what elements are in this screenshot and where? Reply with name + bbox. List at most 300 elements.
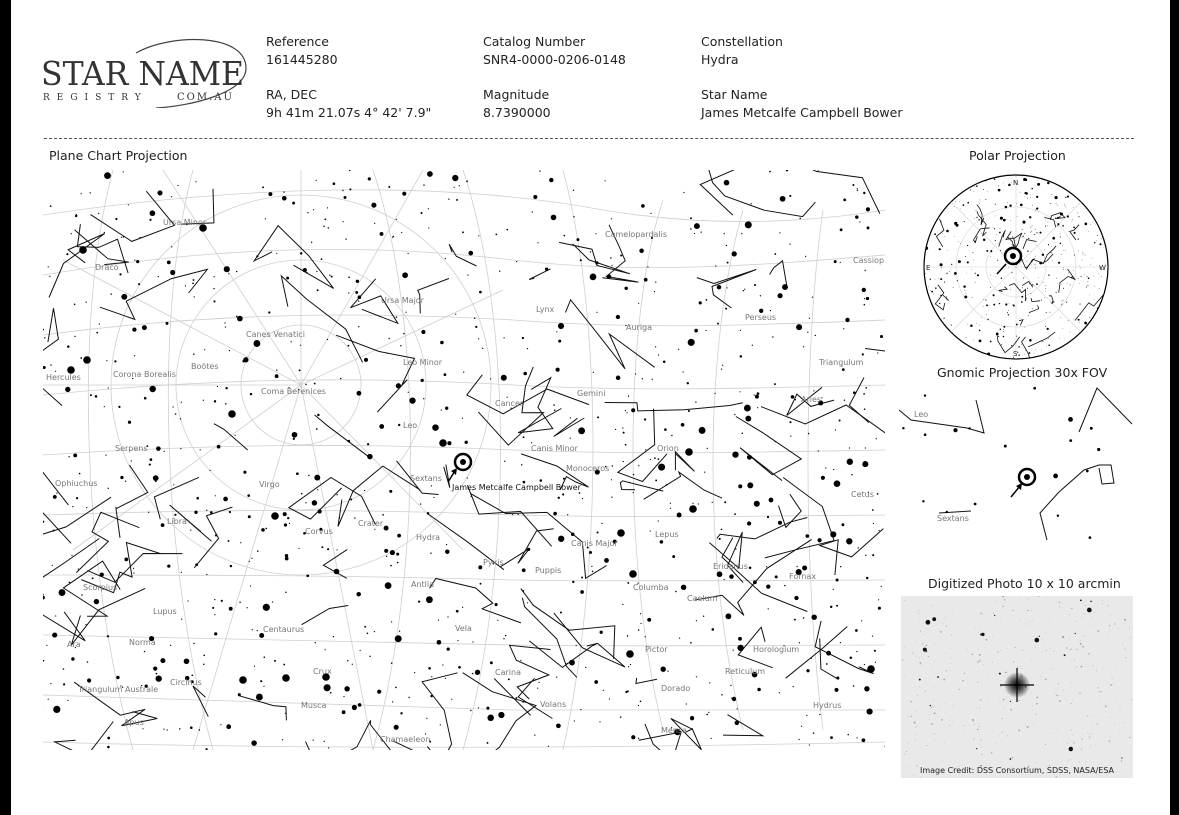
polar-star	[990, 256, 991, 257]
photo-noise-dot	[946, 671, 947, 672]
chart-star	[409, 397, 415, 403]
chart-star	[778, 521, 782, 525]
photo-noise-dot	[1003, 708, 1004, 709]
chart-star	[184, 658, 190, 664]
polar-star	[1083, 252, 1084, 253]
photo-noise-dot	[950, 648, 951, 649]
photo-noise-dot	[929, 719, 930, 720]
photo-noise-dot	[978, 662, 979, 663]
chart-star	[293, 438, 295, 440]
chart-star	[830, 606, 832, 608]
chart-star	[408, 392, 409, 393]
photo-noise-dot	[1017, 667, 1018, 668]
chart-star	[865, 447, 866, 448]
chart-star	[458, 666, 461, 669]
bright-star	[617, 529, 625, 537]
polar-star	[940, 221, 941, 222]
chart-star	[741, 233, 742, 234]
chart-star	[853, 685, 855, 687]
photo-noise-dot	[1093, 624, 1094, 625]
chart-star	[670, 508, 671, 509]
chart-star	[115, 218, 117, 220]
polar-star	[1086, 286, 1087, 287]
chart-star	[694, 223, 700, 229]
chart-star	[459, 185, 460, 186]
label-sextans: Sextans	[410, 474, 442, 483]
polar-star	[1070, 285, 1071, 286]
chart-star	[615, 429, 616, 430]
label-crater: Crater	[358, 519, 384, 528]
chart-star	[195, 563, 198, 566]
chart-star	[638, 465, 639, 466]
photo-noise-dot	[944, 743, 945, 744]
polar-star	[1072, 219, 1073, 220]
photo-noise-dot	[980, 613, 981, 614]
chart-star	[433, 497, 434, 498]
polar-star	[1041, 300, 1042, 301]
constellation-line	[809, 170, 827, 171]
chart-star	[132, 327, 136, 331]
bright-star	[83, 356, 91, 364]
chart-star	[317, 414, 319, 416]
chart-star	[426, 596, 433, 603]
chart-star	[224, 322, 225, 323]
chart-star	[571, 533, 575, 537]
polar-star	[966, 337, 967, 338]
polar-star	[1031, 300, 1032, 301]
chart-star	[243, 357, 248, 362]
chart-star	[427, 171, 433, 177]
chart-star	[438, 620, 439, 621]
polar-star	[1083, 254, 1084, 255]
chart-star	[873, 523, 874, 524]
photo-noise-dot	[946, 670, 947, 671]
chart-star	[596, 312, 597, 313]
polar-star	[1029, 339, 1032, 342]
polar-star	[1052, 237, 1055, 240]
photo-noise-dot	[1067, 743, 1068, 744]
gnomic-projection	[899, 380, 1134, 565]
chart-star	[396, 219, 397, 220]
polar-star	[983, 306, 984, 307]
chart-star	[534, 734, 535, 735]
polar-star	[1045, 220, 1046, 221]
chart-star	[725, 308, 727, 310]
chart-star	[299, 369, 301, 371]
chart-star	[86, 507, 87, 508]
chart-star	[661, 667, 666, 672]
photo-noise-dot	[1072, 735, 1073, 736]
chart-star	[72, 506, 73, 507]
photo-noise-dot	[1013, 662, 1014, 663]
chart-star	[652, 379, 653, 380]
chart-star	[166, 322, 169, 325]
photo-noise-dot	[920, 630, 921, 631]
photo-noise-dot	[1057, 729, 1058, 730]
chart-star	[603, 690, 604, 691]
chart-star	[658, 458, 660, 460]
chart-star	[857, 188, 858, 189]
label-canis-minor: Canis Minor	[531, 444, 578, 453]
polar-star	[1089, 317, 1090, 318]
chart-star	[414, 672, 415, 673]
chart-star	[256, 694, 263, 701]
label-canis-major: Canis Major	[571, 539, 618, 548]
polar-star	[1035, 229, 1036, 230]
chart-star	[181, 401, 182, 402]
photo-noise-dot	[1070, 759, 1071, 760]
chart-star	[153, 666, 157, 670]
photo-star	[1090, 601, 1091, 602]
polar-star	[1007, 203, 1008, 204]
constellation-line	[702, 170, 815, 217]
polar-star	[985, 199, 986, 200]
polar-star	[993, 304, 995, 306]
polar-star	[941, 221, 942, 222]
photo-star	[1034, 638, 1039, 643]
polar-star	[970, 324, 973, 327]
photo-noise-dot	[1030, 691, 1031, 692]
chart-star	[265, 528, 267, 530]
chart-star	[115, 507, 116, 508]
chart-star	[334, 569, 340, 575]
chart-star	[569, 660, 575, 666]
chart-star	[374, 631, 375, 632]
polar-star	[987, 319, 988, 320]
photo-noise-dot	[1110, 630, 1111, 631]
chart-star	[821, 476, 825, 480]
chart-star	[768, 608, 769, 609]
chart-star	[580, 590, 584, 594]
photo-noise-dot	[1108, 682, 1109, 683]
chart-star	[558, 536, 564, 542]
photo-noise-dot	[1054, 651, 1055, 652]
chart-star	[570, 417, 571, 418]
polar-star	[1025, 350, 1026, 351]
photo-noise-dot	[1042, 639, 1043, 640]
label-volans: Volans	[540, 700, 567, 709]
chart-star	[585, 667, 586, 668]
polar-star	[935, 279, 936, 280]
chart-star	[44, 337, 45, 338]
chart-star	[314, 475, 320, 481]
label-scorpius: Scorpius	[83, 583, 118, 592]
photo-noise-dot	[1113, 684, 1114, 685]
polar-star	[1029, 283, 1030, 284]
chart-star	[801, 726, 802, 727]
chart-star	[806, 669, 809, 672]
photo-noise-dot	[932, 707, 933, 708]
chart-star	[862, 461, 868, 467]
chart-star	[566, 663, 567, 664]
chart-star	[843, 199, 846, 202]
chart-star	[821, 397, 822, 398]
chart-star	[527, 348, 528, 349]
photo-noise-dot	[921, 665, 922, 666]
chart-star	[830, 531, 836, 537]
photo-noise-dot	[1029, 625, 1030, 626]
chart-star	[87, 678, 91, 682]
chart-star	[144, 651, 145, 652]
photo-noise-dot	[946, 626, 947, 627]
photo-noise-dot	[1092, 734, 1093, 735]
chart-star	[156, 673, 158, 675]
chart-star	[753, 580, 757, 584]
chart-star	[717, 285, 722, 290]
chart-star	[553, 404, 554, 405]
chart-star	[872, 509, 874, 511]
chart-star	[405, 312, 406, 313]
chart-star	[631, 735, 635, 739]
chart-star	[98, 213, 99, 214]
photo-noise-dot	[945, 703, 946, 704]
chart-star	[192, 282, 194, 284]
chart-star	[522, 337, 524, 339]
polar-star	[1094, 299, 1095, 300]
photo-noise-dot	[919, 621, 920, 622]
chart-star	[572, 581, 574, 583]
polar-star	[970, 189, 971, 190]
chart-star	[237, 316, 243, 322]
chart-star	[206, 748, 208, 750]
polar-star	[980, 200, 981, 201]
chart-star	[818, 450, 819, 451]
chart-star	[717, 571, 723, 577]
chart-star	[257, 630, 258, 631]
reference-value: 161445280	[266, 52, 338, 67]
chart-star	[744, 405, 751, 412]
chart-star	[567, 514, 568, 515]
photo-noise-dot	[926, 745, 927, 746]
polar-star	[1073, 207, 1074, 208]
photo-noise-dot	[906, 724, 907, 725]
chart-star	[770, 310, 771, 311]
photo-noise-dot	[931, 723, 933, 725]
catalog-field	[483, 34, 626, 68]
chart-star	[250, 393, 252, 395]
chart-star	[43, 329, 44, 330]
chart-star	[835, 688, 839, 692]
polar-star	[1074, 319, 1075, 320]
chart-star	[108, 488, 109, 489]
photo-noise-dot	[1081, 749, 1082, 750]
polar-star	[1018, 354, 1019, 355]
chart-star	[139, 237, 140, 238]
label-corona-borealis: Corona Borealis	[113, 370, 176, 379]
chart-star	[866, 207, 870, 211]
photo-noise-dot	[1069, 649, 1070, 650]
label-corvus: Corvus	[305, 527, 333, 536]
chart-star	[862, 738, 866, 742]
gnomic-label-sextans: Sextans	[937, 514, 969, 523]
polar-star	[1084, 223, 1087, 226]
chart-star	[380, 232, 384, 236]
chart-star	[667, 670, 668, 671]
polar-star	[1077, 213, 1078, 214]
label-centaurus: Centaurus	[263, 625, 305, 634]
photo-noise-dot	[935, 643, 936, 644]
chart-star	[815, 335, 816, 336]
constellation-line	[620, 481, 663, 491]
photo-noise-dot	[980, 740, 981, 741]
chart-star	[391, 662, 393, 664]
chart-star	[847, 459, 853, 465]
chart-star	[46, 645, 47, 646]
photo-noise-dot	[1022, 650, 1023, 651]
chart-star	[840, 228, 843, 231]
chart-star	[148, 512, 149, 513]
chart-star	[128, 204, 129, 205]
chart-star	[342, 221, 343, 222]
chart-star	[325, 649, 326, 650]
photo-noise-dot	[912, 653, 913, 654]
constellation-line	[193, 686, 208, 717]
photo-noise-dot	[979, 708, 980, 709]
chart-star	[625, 410, 626, 411]
chart-star	[562, 493, 564, 495]
chart-star	[560, 611, 562, 613]
polar-star	[1058, 283, 1059, 284]
chart-star	[638, 303, 639, 304]
photo-noise-dot	[1056, 776, 1057, 777]
chart-star	[321, 258, 323, 260]
chart-star	[193, 643, 194, 644]
photo-noise-dot	[1006, 697, 1007, 698]
photo-noise-dot	[1092, 716, 1093, 717]
chart-star	[876, 438, 877, 439]
chart-star	[833, 469, 834, 470]
photo-noise-dot	[935, 739, 936, 740]
chart-star	[523, 436, 525, 438]
photo-noise-dot	[977, 729, 979, 731]
chart-star	[170, 270, 175, 275]
constellation-line	[315, 415, 369, 457]
polar-star	[1028, 238, 1029, 239]
constellation-line	[87, 554, 182, 583]
chart-star	[394, 725, 399, 730]
polar-star	[973, 340, 974, 341]
photo-noise-dot	[1104, 728, 1105, 729]
polar-star	[1008, 267, 1009, 268]
photo-noise-dot	[1005, 672, 1007, 674]
chart-star	[734, 414, 735, 415]
polar-star	[934, 233, 936, 235]
photo-noise-dot	[996, 675, 997, 676]
constellation-line	[865, 295, 885, 354]
polar-star	[928, 287, 929, 288]
chart-star	[803, 346, 804, 347]
chart-star	[724, 501, 726, 503]
label-lepus: Lepus	[655, 530, 679, 539]
chart-star	[864, 686, 869, 691]
chart-star	[658, 464, 665, 471]
chart-star	[849, 447, 850, 448]
chart-star	[654, 457, 656, 459]
constellation-line	[289, 478, 376, 525]
chart-star	[627, 412, 628, 413]
chart-star	[440, 724, 441, 725]
photo-noise-dot	[940, 631, 942, 633]
chart-star	[622, 427, 623, 428]
label-canes-venatici: Canes Venatici	[246, 330, 305, 339]
chart-star	[809, 744, 810, 745]
photo-noise-dot	[1119, 729, 1120, 730]
photo-noise-dot	[1081, 617, 1082, 618]
chart-star	[95, 395, 98, 398]
photo-noise-dot	[979, 660, 980, 661]
chart-star	[214, 614, 215, 615]
photo-noise-dot	[998, 664, 999, 665]
chart-star	[796, 324, 802, 330]
chart-star	[324, 684, 331, 691]
polar-star	[1005, 230, 1006, 231]
chart-star	[364, 490, 365, 491]
photo-noise-dot	[910, 754, 911, 755]
photo-noise-dot	[1076, 649, 1077, 650]
digitized-photo	[901, 596, 1133, 778]
photo-noise-dot	[1040, 676, 1041, 677]
chart-star	[296, 472, 299, 475]
chart-star	[726, 287, 727, 288]
polar-label-w: W	[1099, 264, 1106, 272]
chart-star	[420, 503, 421, 504]
photo-noise-dot	[1051, 611, 1052, 612]
chart-star	[337, 549, 338, 550]
photo-noise-dot	[916, 640, 917, 641]
constellation-line	[778, 170, 880, 214]
polar-star	[1062, 300, 1063, 301]
chart-star	[74, 304, 76, 306]
polar-star	[994, 228, 995, 229]
chart-star	[81, 193, 82, 194]
polar-star	[940, 278, 942, 280]
chart-star	[794, 619, 796, 621]
chart-star	[393, 236, 394, 237]
label-horologium: Horologium	[753, 645, 800, 654]
chart-star	[389, 338, 390, 339]
chart-star	[638, 738, 639, 739]
chart-star	[260, 680, 262, 682]
chart-star	[866, 577, 868, 579]
chart-star	[354, 517, 355, 518]
chart-star	[321, 546, 323, 548]
photo-noise-dot	[1095, 745, 1096, 746]
chart-star	[672, 555, 675, 558]
chart-star	[645, 449, 646, 450]
chart-star	[352, 664, 353, 665]
photo-noise-dot	[1090, 746, 1091, 747]
photo-noise-dot	[919, 610, 920, 611]
polar-star	[1018, 346, 1019, 347]
polar-star	[1003, 233, 1004, 234]
chart-star	[92, 577, 94, 579]
polar-star	[941, 267, 942, 268]
polar-star	[978, 219, 979, 220]
chart-star	[136, 260, 139, 263]
chart-star	[356, 391, 361, 396]
polar-star	[1081, 276, 1082, 277]
chart-star	[285, 713, 286, 714]
chart-star	[347, 660, 348, 661]
polar-star	[981, 233, 982, 234]
photo-noise-dot	[1096, 670, 1097, 671]
photo-noise-dot	[934, 733, 935, 734]
chart-star	[150, 210, 156, 216]
chart-star	[471, 496, 472, 497]
chart-star	[533, 195, 537, 199]
chart-star	[857, 737, 858, 738]
photo-noise-dot	[911, 716, 912, 717]
